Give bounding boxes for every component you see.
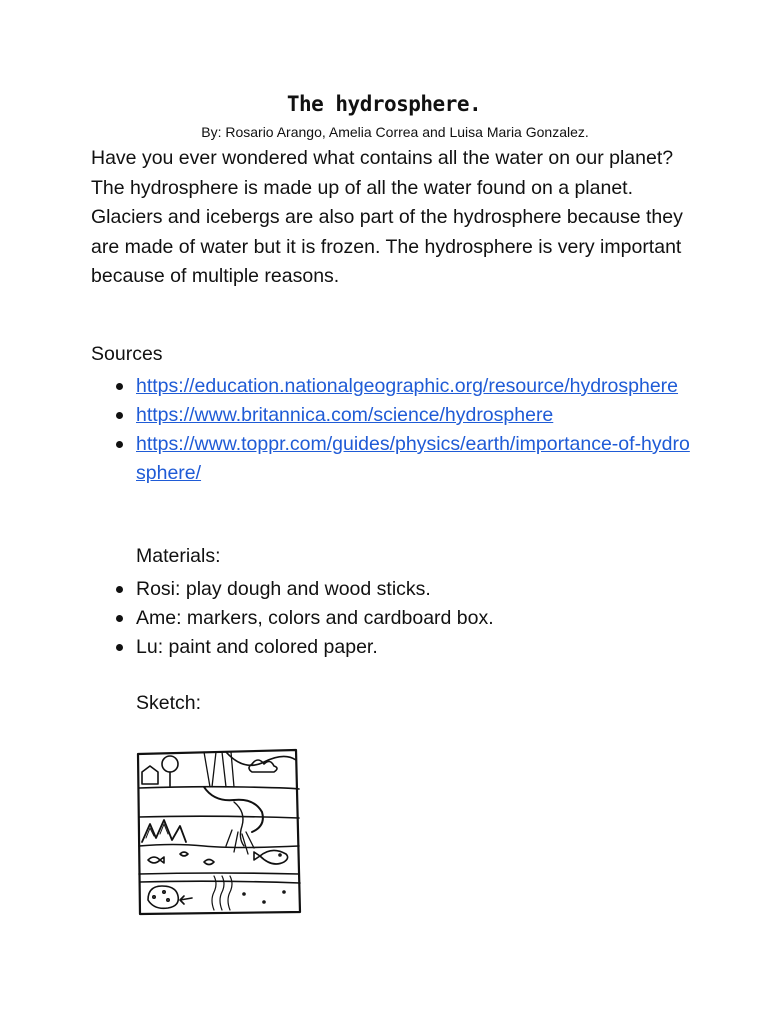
list-item: [91, 372, 691, 401]
list-item: [91, 401, 691, 430]
source-link[interactable]: https://education.nationalgeographic.org/resource/hydrosphere: [136, 375, 679, 397]
bullet-icon: [116, 383, 123, 390]
source-link[interactable]: https://www.britannica.com/science/hydrosphere: [136, 404, 554, 426]
material-item: Ame: markers, colors and cardboard box.: [136, 607, 494, 629]
sketch-heading: Sketch:: [136, 692, 202, 714]
intro-paragraph: Have you ever wondered what contains all the water on our planet? The hydrosphere is made up of all the water found on a planet. Glaciers and icebergs are also part of the hydrosphere because they are made of water but it is frozen. The hydrosphere is very important because of multiple reasons.: [91, 147, 683, 287]
bullet-icon: [116, 615, 123, 622]
source-link[interactable]: https://www.toppr.com/guides/physics/earth/importance-of-hydrosphere/: [136, 433, 690, 484]
material-item: Rosi: play dough and wood sticks.: [136, 578, 431, 600]
list-item: [91, 575, 691, 604]
sources-list: [91, 372, 691, 488]
bullet-icon: [116, 644, 123, 651]
list-item: [91, 430, 691, 488]
sources-heading: Sources: [91, 343, 163, 365]
materials-heading: Materials:: [136, 545, 221, 567]
list-item: [91, 604, 691, 633]
bullet-icon: [116, 441, 123, 448]
bullet-icon: [116, 586, 123, 593]
bullet-icon: [116, 412, 123, 419]
document-title: The hydrosphere.: [286, 92, 482, 116]
sketch-drawing: [134, 742, 304, 918]
materials-list: [91, 575, 691, 662]
author-byline: By: Rosario Arango, Amelia Correa and Luisa Maria Gonzalez.: [201, 124, 589, 140]
material-item: Lu: paint and colored paper.: [136, 636, 378, 658]
list-item: [91, 633, 691, 662]
